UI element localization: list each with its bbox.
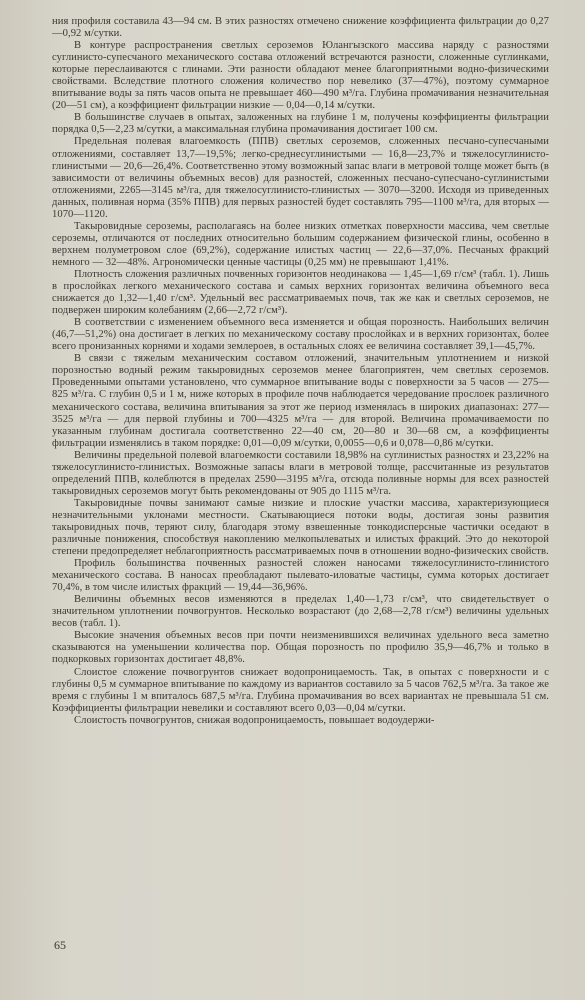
paragraph-7: В соответствии с изменением объемного веса изменяется и общая порозность. Наибольших величин (46,7—51,2%) она достигает в легких по механическому составу прослойках и в верхних горизонтах, более всего пронизанных корнями и ходами землероев, в остальных слоях ее величина составляет 39,1—45,7%. [52, 317, 549, 353]
paragraph-6: Плотность сложения различных почвенных горизонтов неодинакова — 1,45—1,69 г/см³ (табл. 1). Лишь в прослойках легкого механического состава и самых верхних горизонтах величина объемного веса снижается до 1,32—1,40 г/см³. Удельный вес рассматриваемых почв, так же как и светлых сероземов, не подвержен широким колебаниям (2,66—2,72 г/см³). [52, 268, 549, 317]
paragraph-10: Такыровидные почвы занимают самые низкие и плоские участки массива, характеризующиеся незначительными уклонами местности. Скатывающиеся потоки воды, достигая зоны развития такыровидных почв, теряют силу, благодаря этому взвешенные тонкодисперсные частички оседают в различные понижения, способствуя накоплению мелкопылеватых и илистых фракций. Это до некоторой степени предопределяет неблагоприятность рассматриваемых почв в отношении водно-физических свойств. [52, 497, 549, 558]
paragraph-13: Высокие значения объемных весов при почти неизменившихся величинах удельного веса заметно сказываются на уменьшении количества пор. Общая порозность по профилю 35,9—46,7% и только в подкорковых горизонтах достигает 48,8%. [52, 630, 549, 666]
paragraph-1: ния профиля составила 43—94 см. В этих разностях отмечено снижение коэффициента фильтрации до 0,27—0,92 м/сутки. [52, 16, 549, 40]
paragraph-5: Такыровидные сероземы, располагаясь на более низких отметках поверхности массива, чем светлые сероземы, отличаются от последних относительно большим содержанием физической глины, особенно в верхнем полуметровом слое (69,2%), содержание илистых частиц — 22,6—37,0%. Песчаных фракций немного — 32—48%. Агрономически ценные частицы (0,25 мм) не превышают 1,41%. [52, 220, 549, 268]
paragraph-11: Профиль большинства почвенных разностей сложен наносами тяжелосуглинисто-глинистого механического состава. В наносах преобладают пылевато-иловатые частицы, сумма которых достигает 70,4%, в том числе илистых фракций — 19,44—36,96%. [52, 558, 549, 594]
paragraph-9: Величины предельной полевой влагоемкости составили 18,98% на суглинистых разностях и 23,22% на тяжелосуглинисто-глинистых. Возможные запасы влаги в метровой толще, рассчитанные из результатов определений ППВ, колеблются в пределах 2590—3195 м³/га, отсюда поливные нормы для всех разностей такыровидных сероземов могут быть рекомендованы от 905 до 1115 м³/га. [52, 449, 549, 497]
page-number: 65 [54, 938, 66, 952]
paragraph-3: В большинстве случаев в опытах, заложенных на глубине 1 м, получены коэффициенты фильтрации порядка 0,5—2,23 м/сутки, а максимальная глубина промачивания достигает 100 см. [52, 112, 549, 136]
paragraph-14: Слоистое сложение почвогрунтов снижает водопроницаемость. Так, в опытах с поверхности и с глубины 0,5 м суммарное впитывание по каждому из вариантов составило за 5 часов 762,5 м³/га. За такое же время с глубины 1 м впиталось 687,5 м³/га. Глубина промачивания во всех вариантах не превышала 51 см. Коэффициенты фильтрации невелики и составляют всего 0,03—0,04 м/сутки. [52, 666, 549, 714]
paragraph-2: В контуре распространения светлых сероземов Юлангызского массива наряду с разностями суглинисто-супесчаного механического состава отложений встречаются разности, сложенные суглинками, которые переслаиваются с глинами. Эти разности обладают менее благоприятными водно-физическими свойствами. Вследствие плотного сложения количество пор невелико (37—47%), поэтому суммарное впитывание воды за пять часов опыта не превышает 460—490 м³/га. Глубина промачивания незначительная (20—51 см), а коэффициент фильтрации низкие — 0,04—0,14 м/сутки. [52, 40, 549, 112]
paragraph-15: Слоистость почвогрунтов, снижая водопроницаемость, повышает водоудержи- [74, 714, 435, 726]
paragraph-12: Величины объемных весов изменяются в пределах 1,40—1,73 г/см³, что свидетельствует о значительном уплотнении почвогрунтов. Несколько возрастают (до 2,68—2,78 г/см³) величины удельных весов (табл. 1). [52, 594, 549, 630]
paragraph-8: В связи с тяжелым механическим составом отложений, значительным уплотнением и низкой порозностью водный режим такыровидных сероземов менее благоприятен, чем светлых сероземов. Проведенными опытами установлено, что суммарное впитывание воды с поверхности за 5 часов — 275—825 м³/га. С глубин 0,5 и 1 м, ниже которых в профиле почв наблюдается чередование прослоек различного механического состава, величина впитывания за этот же период изменялась в широких диапазонах: 277—3525 м³/га — для первой глубины и 700—4325 м³/га — для второй. Величина промачиваемости по указанным глубинам достигала соответственно 22—40 см, 20—80 и 30—68 см, а коэффициенты фильтрации изменялись в таком порядке: 0,01—0,09 м/сутки, 0,0055—0,6 и 0,078—0,86 м/сутки. [52, 353, 549, 449]
paragraph-4: Предельная полевая влагоемкость (ППВ) светлых сероземов, сложенных песчано-супесчаными отложениями, составляет 13,7—19,5%; легко-среднесуглинистыми — 16,8—23,7% и тяжелосуглинисто-глинистыми — 20,6—26,4%. Соответственно этому возможный запас влаги в метровой толще может быть (в зависимости от величины объемных весов) для разностей, сложенных песчано-супесчано-суглинистыми отложениями, 2265—3145 м³/га, для тяжелосуглинисто-глинистых — 3070—3200. Исходя из приведенных данных, поливная норма (35% ППВ) для первых разностей будет составлять 795—1100 м³/га, для вторых — 1070—1120. [52, 136, 549, 220]
